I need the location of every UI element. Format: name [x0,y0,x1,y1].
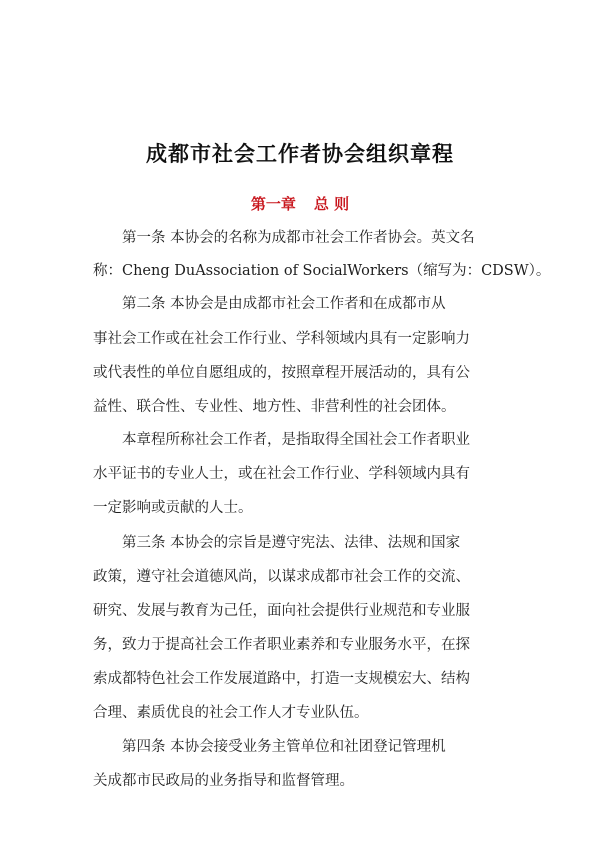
article-1-line-2: 称：Cheng DuAssociation of SocialWorkers（缩写为：CDSW）。 [93,263,551,279]
article-3-line-3: 研究、发展与教育为己任，面向社会提供行业规范和专业服 [93,603,470,619]
chapter-name: 总 则 [313,195,350,213]
article-3-line-5: 索成都特色社会工作发展道路中，打造一支规模宏大、结构 [93,671,470,687]
definition-line-1: 本章程所称社会工作者，是指取得全国社会工作者职业 [122,432,470,448]
article-2-line-3: 或代表性的单位自愿组成的，按照章程开展活动的，具有公 [93,365,470,381]
chapter-heading [0,193,600,214]
article-3-line-2: 政策，遵守社会道德风尚，以谋求成都市社会工作的交流、 [93,569,470,585]
chapter-label: 第一章 [250,195,296,213]
article-4-line-2: 关成都市民政局的业务指导和监督管理。 [93,773,354,789]
article-3-line-4: 务，致力于提高社会工作者职业素养和专业服务水平，在探 [93,637,470,653]
article-3-line-6: 合理、素质优良的社会工作人才专业队伍。 [93,705,369,721]
article-4-line-1: 第四条 本协会接受业务主管单位和社团登记管理机 [122,739,446,755]
document-title: 成都市社会工作者协会组织章程 [146,142,454,166]
article-2-line-2: 事社会工作或在社会工作行业、学科领域内具有一定影响力 [93,331,470,347]
article-1-line-1: 第一条 本协会的名称为成都市社会工作者协会。英文名 [122,230,475,246]
definition-line-3: 一定影响或贡献的人士。 [93,500,253,516]
definition-line-2: 水平证书的专业人士，或在社会工作行业、学科领域内具有 [93,466,470,482]
article-2-line-4: 益性、联合性、专业性、地方性、非营利性的社会团体。 [93,399,456,415]
article-3-line-1: 第三条 本协会的宗旨是遵守宪法、法律、法规和国家 [122,535,461,551]
article-2-line-1: 第二条 本协会是由成都市社会工作者和在成都市从 [122,296,446,312]
